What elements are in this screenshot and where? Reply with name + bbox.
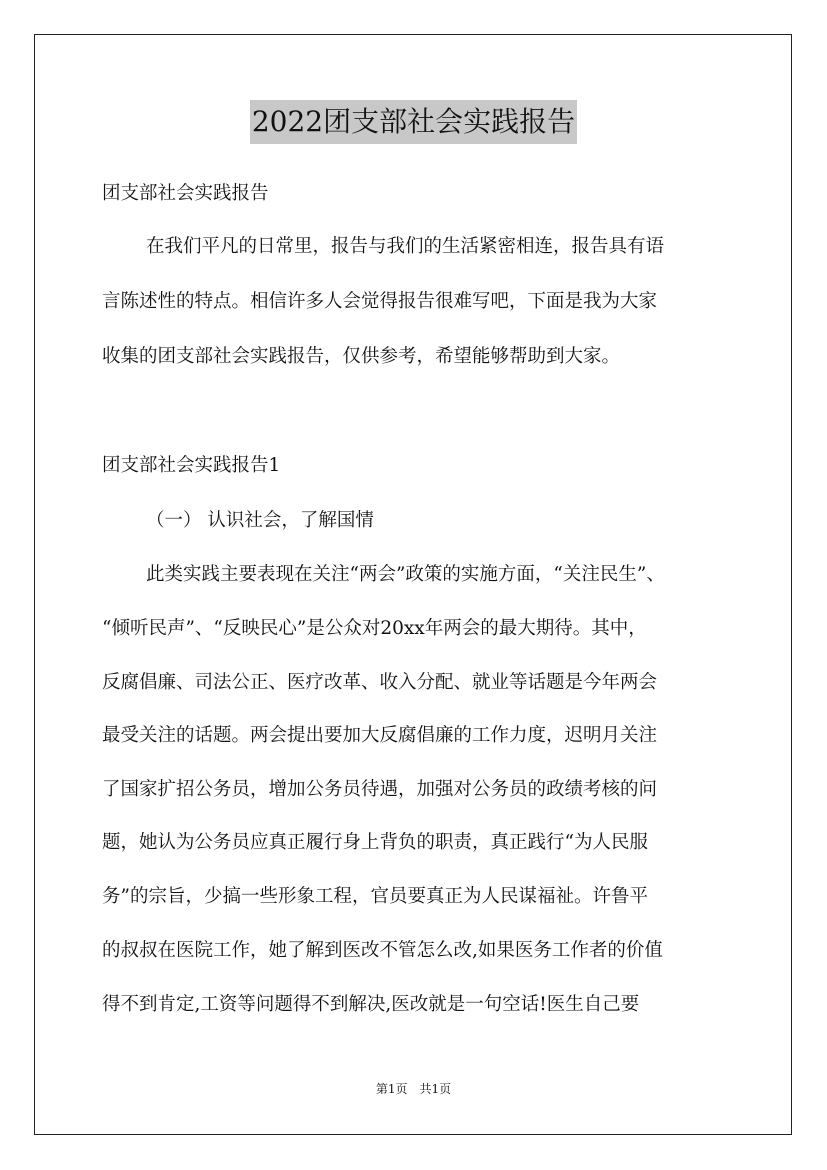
body-paragraph-line: 反腐倡廉、司法公正、医疗改革、收入分配、就业等话题是今年两会 [102, 672, 658, 693]
title-container [0, 100, 827, 144]
intro-paragraph-line: 收集的团支部社会实践报告，仅供参考，希望能够帮助到大家。 [102, 346, 621, 367]
document-title: 2022团支部社会实践报告 [250, 100, 577, 144]
body-paragraph-line: “倾听民声”、“反映民心”是公众对20xx年两会的最大期待。其中， [102, 618, 647, 639]
body-paragraph-line: 最受关注的话题。两会提出要加大反腐倡廉的工作力度，迟明月关注 [102, 725, 658, 746]
body-paragraph-line: 题，她认为公务员应真正履行身上背负的职责，真正践行“为人民服 [102, 832, 648, 853]
intro-paragraph-line: 言陈述性的特点。相信许多人会觉得报告很难写吧，下面是我为大家 [102, 291, 658, 312]
page-number-footer: 第1页 共1页 [375, 1082, 452, 1096]
body-paragraph-line: 的叔叔在医院工作，她了解到医改不管怎么改,如果医务工作者的价值 [102, 940, 663, 961]
body-paragraph-line: 了国家扩招公务员，增加公务员待遇，加强对公务员的政绩考核的问 [102, 779, 658, 800]
intro-paragraph-line: 在我们平凡的日常里，报告与我们的生活紧密相连，报告具有语 [146, 236, 665, 257]
body-paragraph-line: 务”的宗旨，少搞一些形象工程，官员要真正为人民谋福祉。许鲁平 [102, 886, 648, 907]
section-heading: （一） 认识社会，了解国情 [146, 510, 374, 531]
document-subtitle: 团支部社会实践报告 [102, 183, 269, 204]
section-title: 团支部社会实践报告1 [102, 455, 281, 476]
body-paragraph-line: 得不到肯定,工资等问题得不到解决,医改就是一句空话!医生自己要 [102, 994, 640, 1015]
body-paragraph-line: 此类实践主要表现在关注“两会”政策的实施方面，“关注民生”、 [146, 564, 665, 585]
